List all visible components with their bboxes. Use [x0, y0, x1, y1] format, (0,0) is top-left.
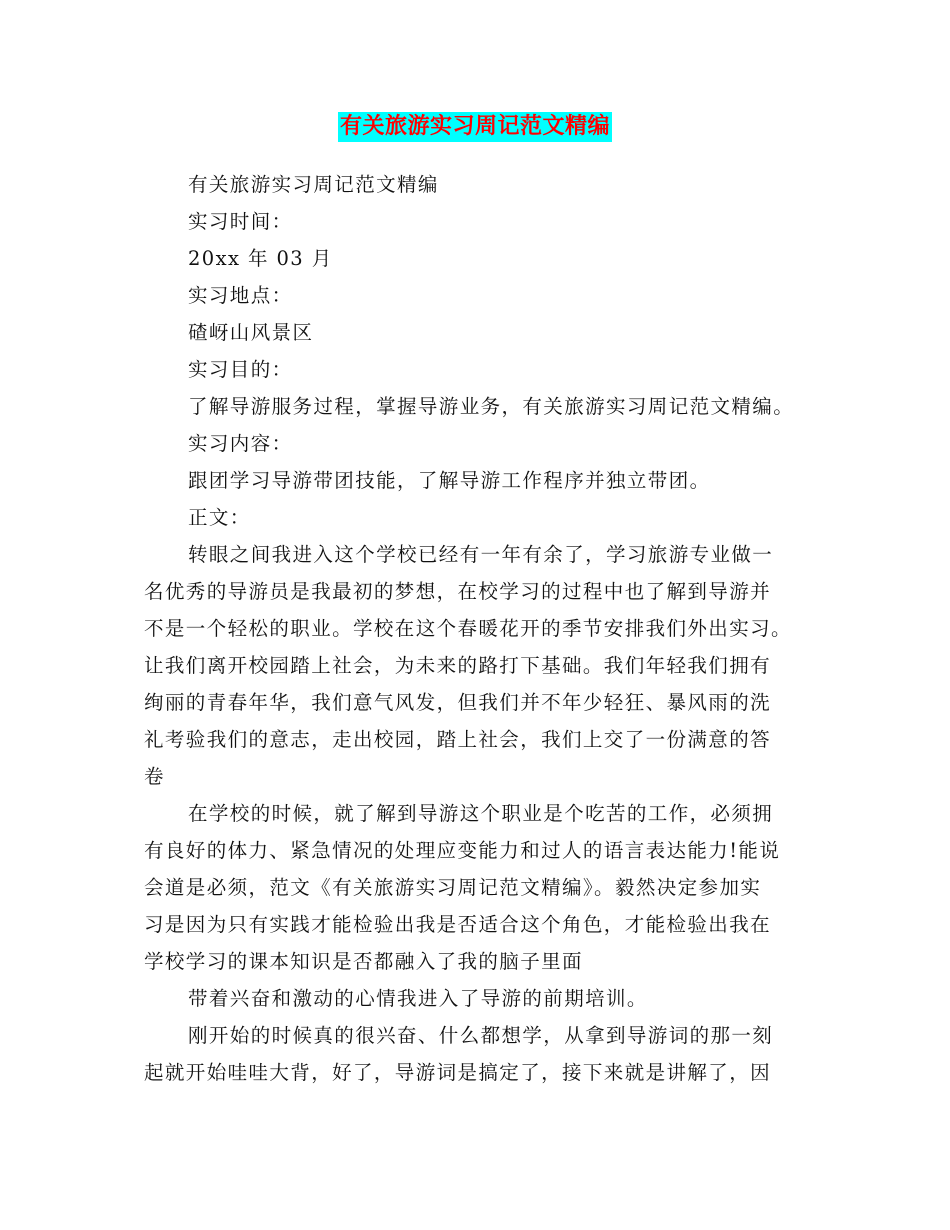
header-line: 有关旅游实习周记范文精编 [188, 173, 439, 196]
paragraph [144, 1017, 808, 1091]
paragraph-line: 礼考验我们的意志，走出校园，踏上社会，我们上交了一份满意的答 [144, 728, 772, 751]
header-line: 碴岈山风景区 [188, 321, 314, 344]
paragraph-line: 名优秀的导游员是我最初的梦想，在校学习的过程中也了解到导游并 [144, 580, 772, 603]
paragraph-line: 带着兴奋和激动的心情我进入了导游的前期培训。 [188, 987, 648, 1010]
paragraph-line: 转眼之间我进入这个学校已经有一年有余了，学习旅游专业做一 [188, 543, 774, 566]
paragraph-line: 让我们离开校园踏上社会，为未来的路打下基础。我们年轻我们拥有 [144, 654, 772, 677]
paragraph [144, 795, 808, 980]
paragraph-line: 刚开始的时候真的很兴奋、什么都想学，从拿到导游词的那一刻 [188, 1024, 774, 1047]
header-line: 实习目的： [188, 358, 293, 381]
paragraph-line: 在学校的时候，就了解到导游这个职业是个吃苦的工作，必须拥 [188, 802, 774, 825]
paragraph-line: 学校学习的课本知识是否都融入了我的脑子里面 [144, 950, 583, 973]
paragraph [144, 980, 808, 1017]
header-line: 20xx 年 03 月 [188, 247, 333, 270]
paragraph-line: 习是因为只有实践才能检验出我是否适合这个角色，才能检验出我在 [144, 913, 772, 936]
header-line: 实习内容： [188, 432, 293, 455]
header-line: 实习地点： [188, 284, 293, 307]
header-line: 实习时间： [188, 210, 293, 233]
paragraph-line: 会道是必须，范文《有关旅游实习周记范文精编》。毅然决定参加实 [144, 876, 762, 899]
header-line: 正文： [188, 506, 251, 529]
paragraph-line: 不是一个轻松的职业。学校在这个春暖花开的季节安排我们外出实习。 [144, 617, 792, 640]
paragraph [144, 536, 808, 795]
paragraph-line: 起就开始哇哇大背，好了，导游词是搞定了，接下来就是讲解了，因 [144, 1061, 772, 1084]
paragraph-line: 绚丽的青春年华，我们意气风发，但我们并不年少轻狂、暴风雨的洗 [144, 691, 772, 714]
title-wrapper [0, 112, 950, 142]
document-title: 有关旅游实习周记范文精编 [338, 112, 612, 142]
paragraph-line: 有良好的体力、紧急情况的处理应变能力和过人的语言表达能力!能说 [144, 839, 781, 862]
paragraph-line: 卷 [144, 765, 165, 788]
header-line: 跟团学习导游带团技能，了解导游工作程序并独立带团。 [188, 469, 711, 492]
document-body [144, 166, 808, 1091]
header-line: 了解导游服务过程，掌握导游业务，有关旅游实习周记范文精编。 [188, 395, 795, 418]
